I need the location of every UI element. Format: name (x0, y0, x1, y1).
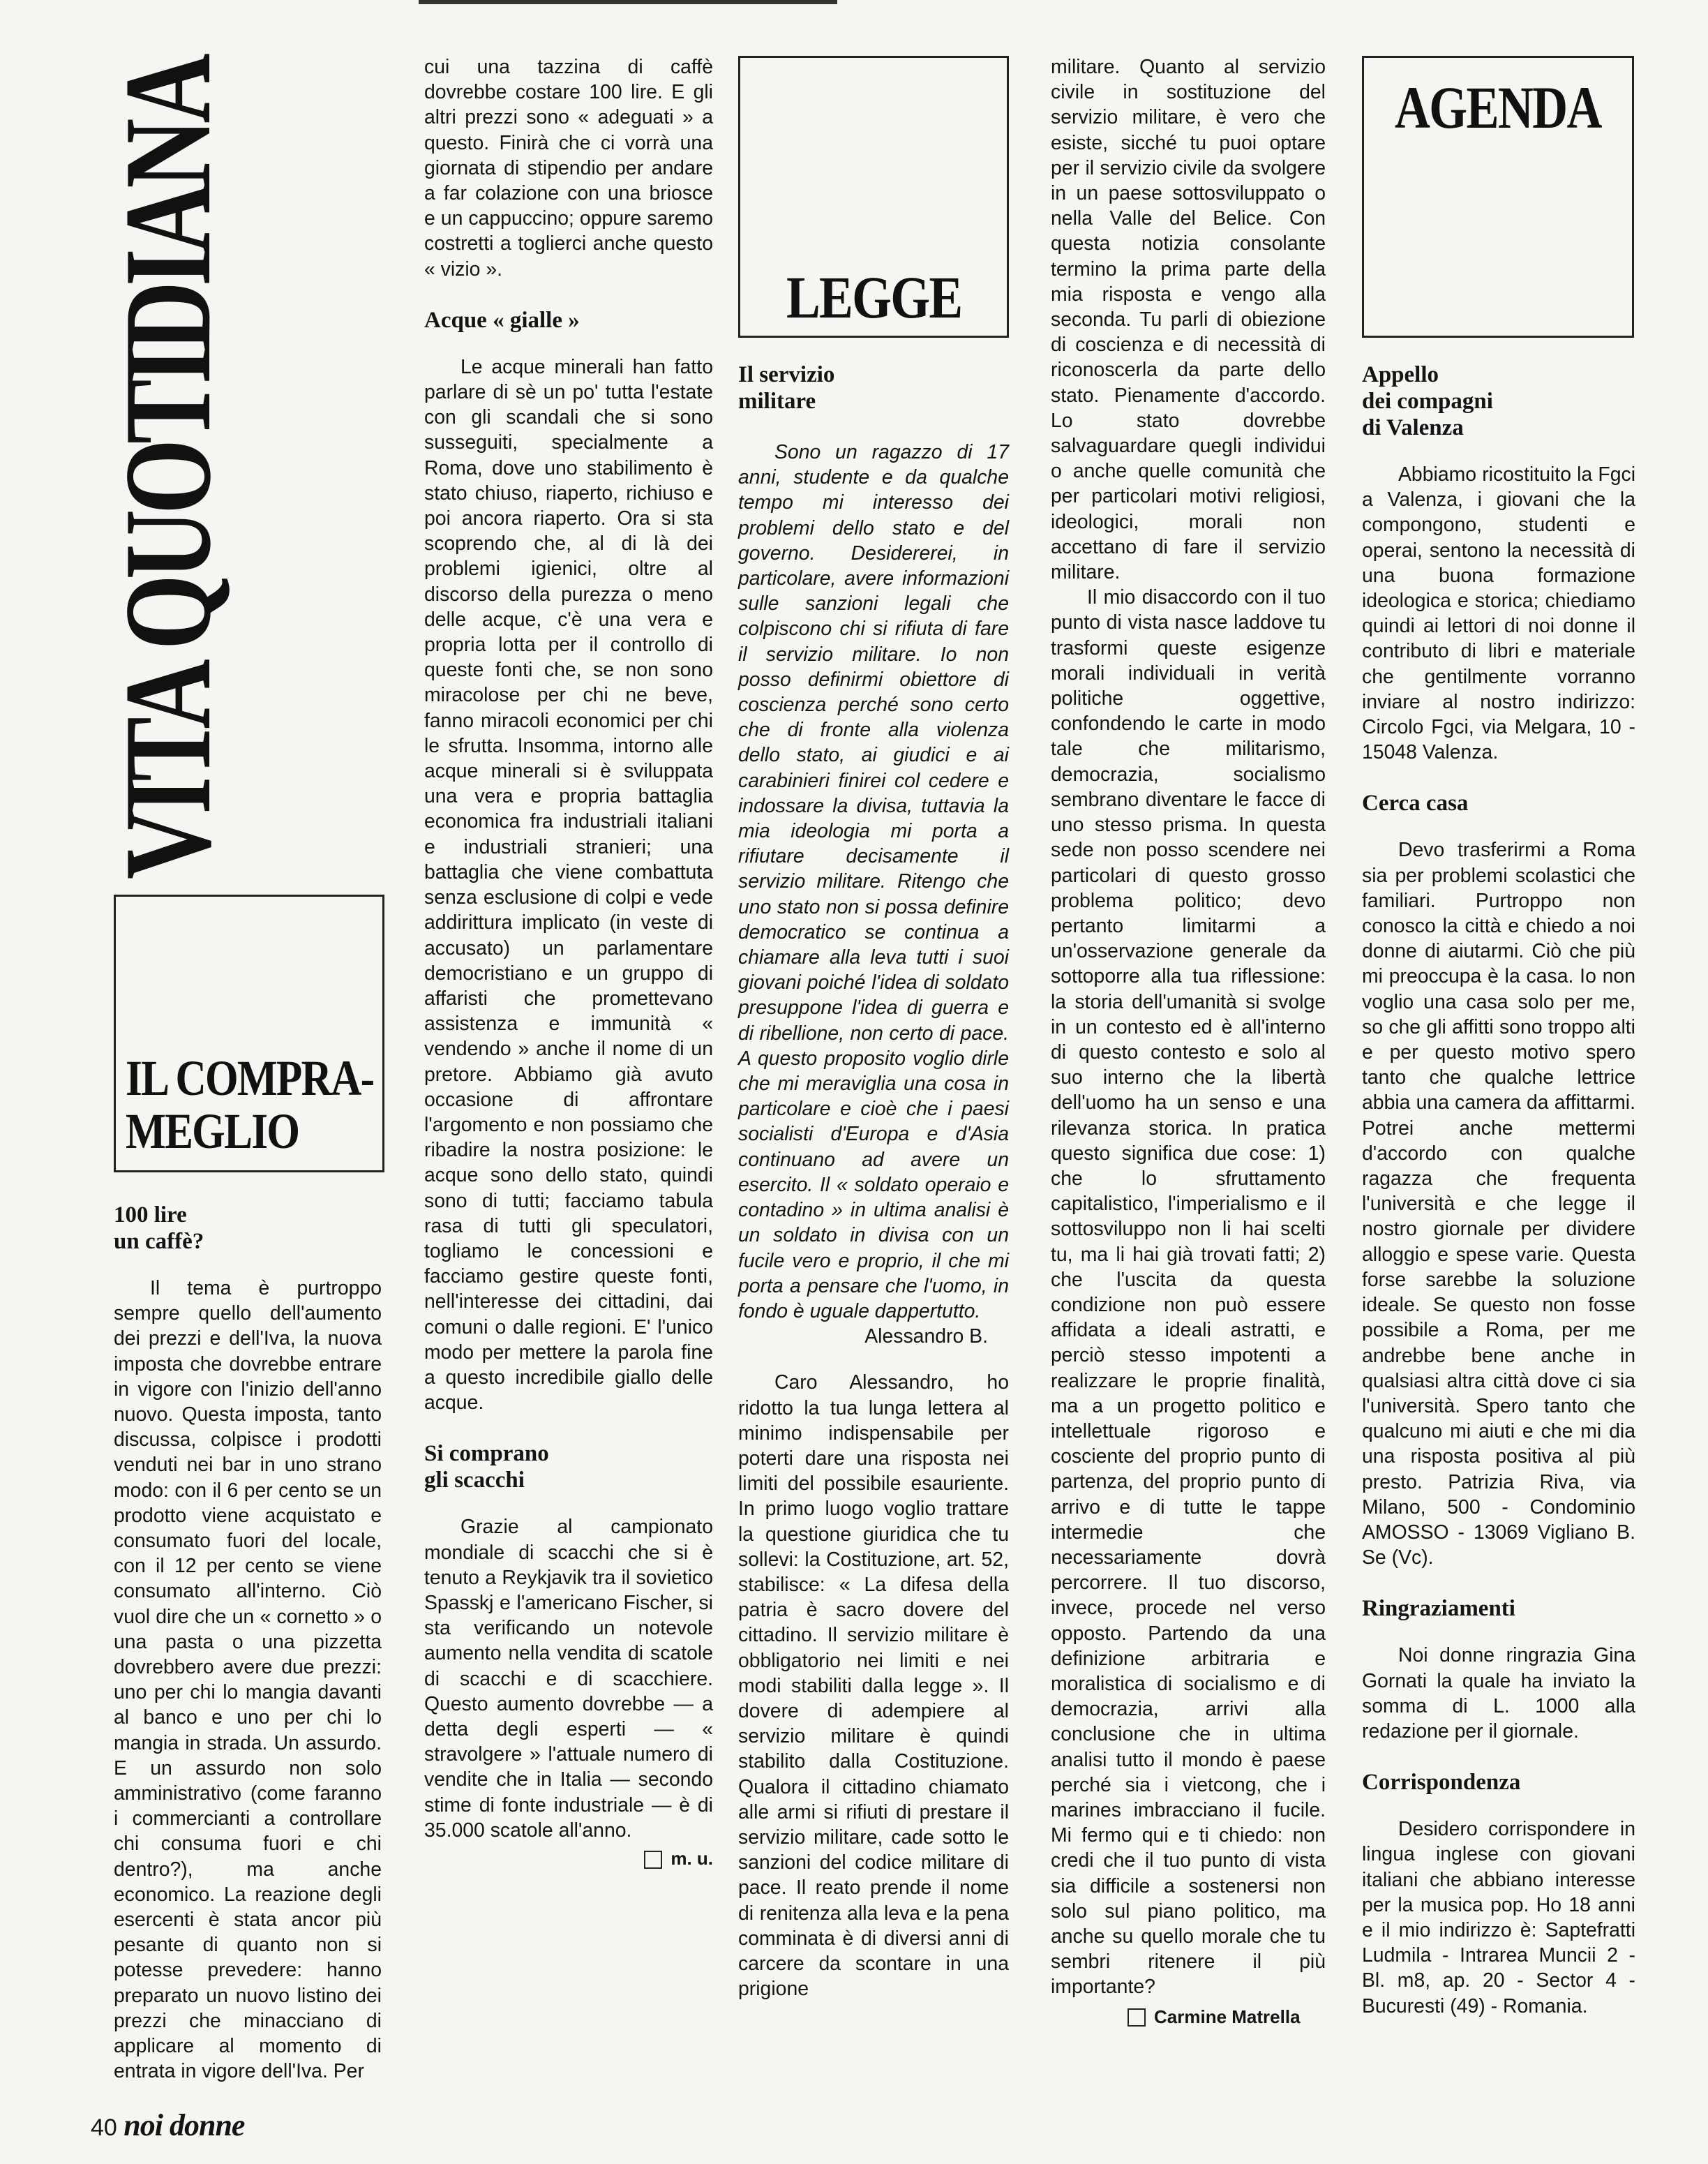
legge-title: LEGGE (786, 264, 962, 331)
heading-100-lire: 100 lire un caffè? (114, 1202, 204, 1254)
article-scacchi: Grazie al campionato mondiale di scacchi che si è tenuto a Reykjavik tra il sovietico Spasskj e l'americano Fischer, si sta verificando un notevole aumento nella vendita di scatole di scacchi e di scacchiere. Questo aumento dovrebbe — a detta degli esperti — « stravolgere » l'attuale numero di vendite che in Italia — secondo stime di fonte industriale — è di 35.000 scatole all'anno. (424, 1516, 713, 1842)
column-2 (424, 54, 713, 1871)
heading-appello: Appello dei compagni di Valenza (1362, 362, 1493, 440)
legge-box (738, 56, 1009, 338)
reply-para-2: Il mio disaccordo con il tuo punto di vista nasce laddove tu trasformi queste esigenze morali individuali in verità politiche oggettive, confondendo le carte in modo tale che militarismo, democrazia, socialismo sembrano diventare le facce di uno stesso prisma. In questa sede non posso scendere nei particolari di questo grosso problema politico; devo pertanto limitarmi a un'osservazione generale da sottoporre alla tua riflessione: la storia dell'umanità si svolge in un contesto ed è all'interno di questo contesto e solo al suo interno che la libertà dell'uomo ha un senso e una rilevanza storica. In pratica questo significa due cose: 1) che lo sfruttamento capitalistico, l'imperialismo e il sottosviluppo non li hai scelti tu, ma li hai già trovati fatti; 2) che l'uscita da questa condizione non può essere affidata a ideali astratti, e perciò stesso impotenti a realizzare le proprie finalità, ma a un progetto politico e intellettuale rigoroso e cosciente del proprio punto di partenza, del proprio punto di arrivo e di tutte le tappe intermedie che necessariamente dovrà percorrere. Il tuo discorso, invece, procede nel verso opposto. Partendo da una definizione arbitraria e moralistica di socialismo e di democrazia, arrivi alla conclusione che in ultima analisi tutto il mondo è paese perché sia i vietcong, che i marines imbracciano il fucile. Mi fermo qui e ti chiedo: non credi che il tuo punto di vista sia difficile a sostenersi non solo sul piano politico, ma anche su quello morale che tu sembri ritenere il più importante? (1051, 586, 1326, 1999)
article-cerca-casa: Devo trasferirmi a Roma sia per problemi scolastici che familiari. Purtroppo non conosco la città e chiedo a noi donne di aiutarmi. Ciò che più mi preoccupa è la casa. Io non voglio una casa solo per me, so che gli affitti sono troppo alti e per questo motivo spero tanto che qualche lettrice abbia una camera da affittarmi. Potrei anche mettermi d'accordo con qualche ragazza che frequenta l'università e che legge il nostro giornale per dividere alloggio e spese varie. Questa forse sarebbe la soluzione ideale. Se questo non fosse possibile a Roma, per me andrebbe bene anche in qualsiasi altra città dove ci sia l'università. Spero tanto che qualcuno mi aiuti e che mi dia una risposta positiva al più presto. Patrizia Riva, via Milano, 500 - Condominio AMOSSO - 13069 Vigliano B. Se (Vc). (1362, 839, 1635, 1569)
heading-cerca-casa: Cerca casa (1362, 791, 1469, 816)
article-appello: Abbiamo ricostituito la Fgci a Valenza, i giovani che la compongono, studenti e operai, sentono la necessità di una buona formazione ideologica e storica; chiediamo quindi ai lettori di noi donne il contributo di libri e materiale che gentilmente vorranno inviare al nostro indirizzo: Circolo Fgci, via Melgara, 10 - 15048 Valenza. (1362, 463, 1635, 764)
compra-meglio-box (114, 895, 384, 1172)
article-compra-meglio: Il tema è purtroppo sempre quello dell'aumento dei prezzi e dell'Iva, la nuova imposta che dovrebbe entrare in vigore con l'inizio dell'anno nuovo. Questa imposta, tanto discussa, colpisce i prodotti venduti nei bar in uno strano modo: con il 6 per cento se un prodotto viene acquistato e consumato fuori del locale, con il 12 per cento se viene consumato all'interno. Ciò vuol dire che un « cornetto » o una pasta o una pizzetta dovrebbero avere due prezzi: uno per chi lo mangia davanti al banco e uno per chi lo mangia in strada. Un assurdo. E un assurdo non solo amministrativo (come faranno i commercianti a controllare chi consuma fuori e chi dentro?), ma anche economico. La reazione degli esercenti è stata ancor più pesante di quanto non si potesse prevedere: hanno preparato un nuovo listino dei prezzi che minacciano di applicare al momento di entrata in vigore dell'Iva. Per (114, 1277, 382, 2083)
reader-letter: Sono un ragazzo di 17 anni, studente e da qualche tempo mi interesso dei problemi dello stato e del governo. Desidererei, in particolare, avere informazioni sulle sanzioni legali che colpiscono chi si rifiuta di fare il servizio militare. Io non posso definirmi obiettore di coscienza perché sono certo che di fronte alla violenza dello stato, ai giudici e ai carabinieri finirei col cedere e indossare la divisa, tuttavia la mia ideologia mi porta a rifiutare decisamente il servizio militare. Ritengo che uno stato non si possa definire democratico se continua a chiamare alla leva tutti i suoi giovani poiché l'idea di soldato presuppone l'idea di guerra e di ribellione, non certo di pace. A questo proposito voglio dirle che mi meraviglia una cosa in particolare e cioè che i paesi socialisti d'Europa e d'Asia continuano ad avere un esercito. Il « soldato operaio e contadino » in ultima analisi è un soldato in divisa con un fucile vero e proprio, il che mi porta a pensare che l'uomo, in fondo è uguale dappertutto. (738, 441, 1009, 1322)
article-acque: Le acque minerali han fatto parlare di sè un po' tutta l'estate con gli scandali che si sono susseguiti, specialmente a Roma, dove uno stabilimento è stato chiuso, riaperto, richiuso e poi ancora riaperto. Ora si sta scoprendo che, al di là dei problemi igienici, oltre al discorso della purezza o meno delle acque, c'è una vera e propria lotta per il controllo di queste fonti che, se non sono miracolose per chi ne beve, fanno miracoli economici per chi le sfrutta. Insomma, intorno alle acque minerali si è sviluppata una vera e propria battaglia economica fra industriali italiani e industriali stranieri; una battaglia che viene combattuta senza esclusione di colpi e vede addirittura implicato (in veste di accusato) un parlamentare democristiano e un gruppo di affaristi che promettevano assistenza e immunità « vendendo » anche il nome di un pretore. Abbiamo già avuto occasione di affrontare l'argomento e non possiamo che ribadire la nostra posizione: le acque sono dello stato, quindi sono di tutti; facciamo tabula rasa di tutti gli speculatori, togliamo le concessioni e facciamo gestire queste fonti, nell'interesse dei cittadini, dai comuni o dalle regioni. E' l'unico modo per mettere la parola fine a questo incredibile giallo delle acque. (424, 355, 713, 1415)
section-title: VITA QUOTIDIANA (98, 58, 237, 879)
article-ringraziamenti: Noi donne ringrazia Gina Gornati la quale ha inviato la somma di L. 1000 alla redazione per il giornale. (1362, 1644, 1635, 1743)
letter-signature: Alessandro B. (864, 1325, 988, 1348)
magazine-name: noi donne (123, 2108, 245, 2142)
column-5 (1362, 361, 1635, 2019)
article-continued: cui una tazzina di caffè dovrebbe costare 100 lire. E gli altri prezzi sono « adeguati » a questo. Finirà che ci vorrà una giornata di stipendio per andare a far colazione con una briosce e un cappuccino; oppure saremo costretti a toglierci anche questo « vizio ». (424, 56, 713, 281)
heading-ringraziamenti: Ringraziamenti (1362, 1596, 1515, 1622)
page-number: 40 (91, 2114, 117, 2141)
end-mark-icon (1128, 2008, 1146, 2027)
signature-mu: m. u. (424, 1846, 713, 1871)
column-1 (114, 1202, 382, 2084)
heading-acque-gialle: Acque « gialle » (424, 307, 580, 333)
article-corrispondenza: Desidero corrispondere in lingua inglese con giovani italiani che abbiano interesse per la musica pop. Ho 18 anni e il mio indirizzo è: Saptefratti Ludmila - Intrarea Muncii 2 - Bl. m8, ap. 20 - Sector 4 - Bucuresti (49) - Romania. (1362, 1818, 1635, 2017)
heading-servizio-militare: Il servizio militare (738, 362, 835, 414)
agenda-title: AGENDA (1395, 74, 1601, 141)
heading-scacchi: Si comprano gli scacchi (424, 1441, 549, 1493)
agenda-box (1362, 56, 1634, 338)
reply-continued: militare. Quanto al servizio civile in sostituzione del servizio militare, è vero che esiste, sicché tu puoi optare per il servizio civile da svolgere in un paese sottosviluppato o nella Valle del Belice. Con questa notizia consolante termino la prima parte della mia risposta e vengo alla seconda. Tu parli di obiezione di coscienza e di necessità di riconoscerla da parte dello stato. Pienamente d'accordo. Lo stato dovrebbe salvaguardare quegli individui o anche quelle comunità che per particolari motivi religiosi, ideologici, morali non accettano di fare il servizio militare. (1051, 56, 1326, 584)
box-title-line2: MEGLIO (126, 1103, 299, 1159)
compra-meglio-title (126, 1052, 373, 1158)
heading-corrispondenza: Corrispondenza (1362, 1770, 1521, 1796)
box-title-line1: IL COMPRA- (126, 1050, 374, 1106)
top-edge-bar (419, 0, 837, 4)
reply-text: Caro Alessandro, ho ridotto la tua lunga lettera al minimo indispensabile per poterti dare una risposta nei limiti del possibile esauriente. In primo luogo voglio trattare la questione giuridica che tu sollevi: la Costituzione, art. 52, stabilisce: « La difesa della patria è sacro dovere del cittadino. Il servizio militare è obbligatorio nei limiti e nei modi stabiliti dalla legge ». Il dovere di adempiere al servizio militare è quindi stabilito dalla Costituzione. Qualora il cittadino chiamato alle armi si rifiuti di prestare il servizio militare, cade sotto le sanzioni del codice militare di pace. Il reato prende il nome di renitenza alla leva e la pena comminata è di diversi anni di carcere da scontare in una prigione (738, 1371, 1009, 2001)
column-3 (738, 361, 1009, 2001)
column-4 (1051, 54, 1326, 2029)
page-footer (91, 2107, 244, 2143)
end-mark-icon (644, 1851, 662, 1869)
signature-matrella: Carmine Matrella (1051, 2004, 1326, 2029)
